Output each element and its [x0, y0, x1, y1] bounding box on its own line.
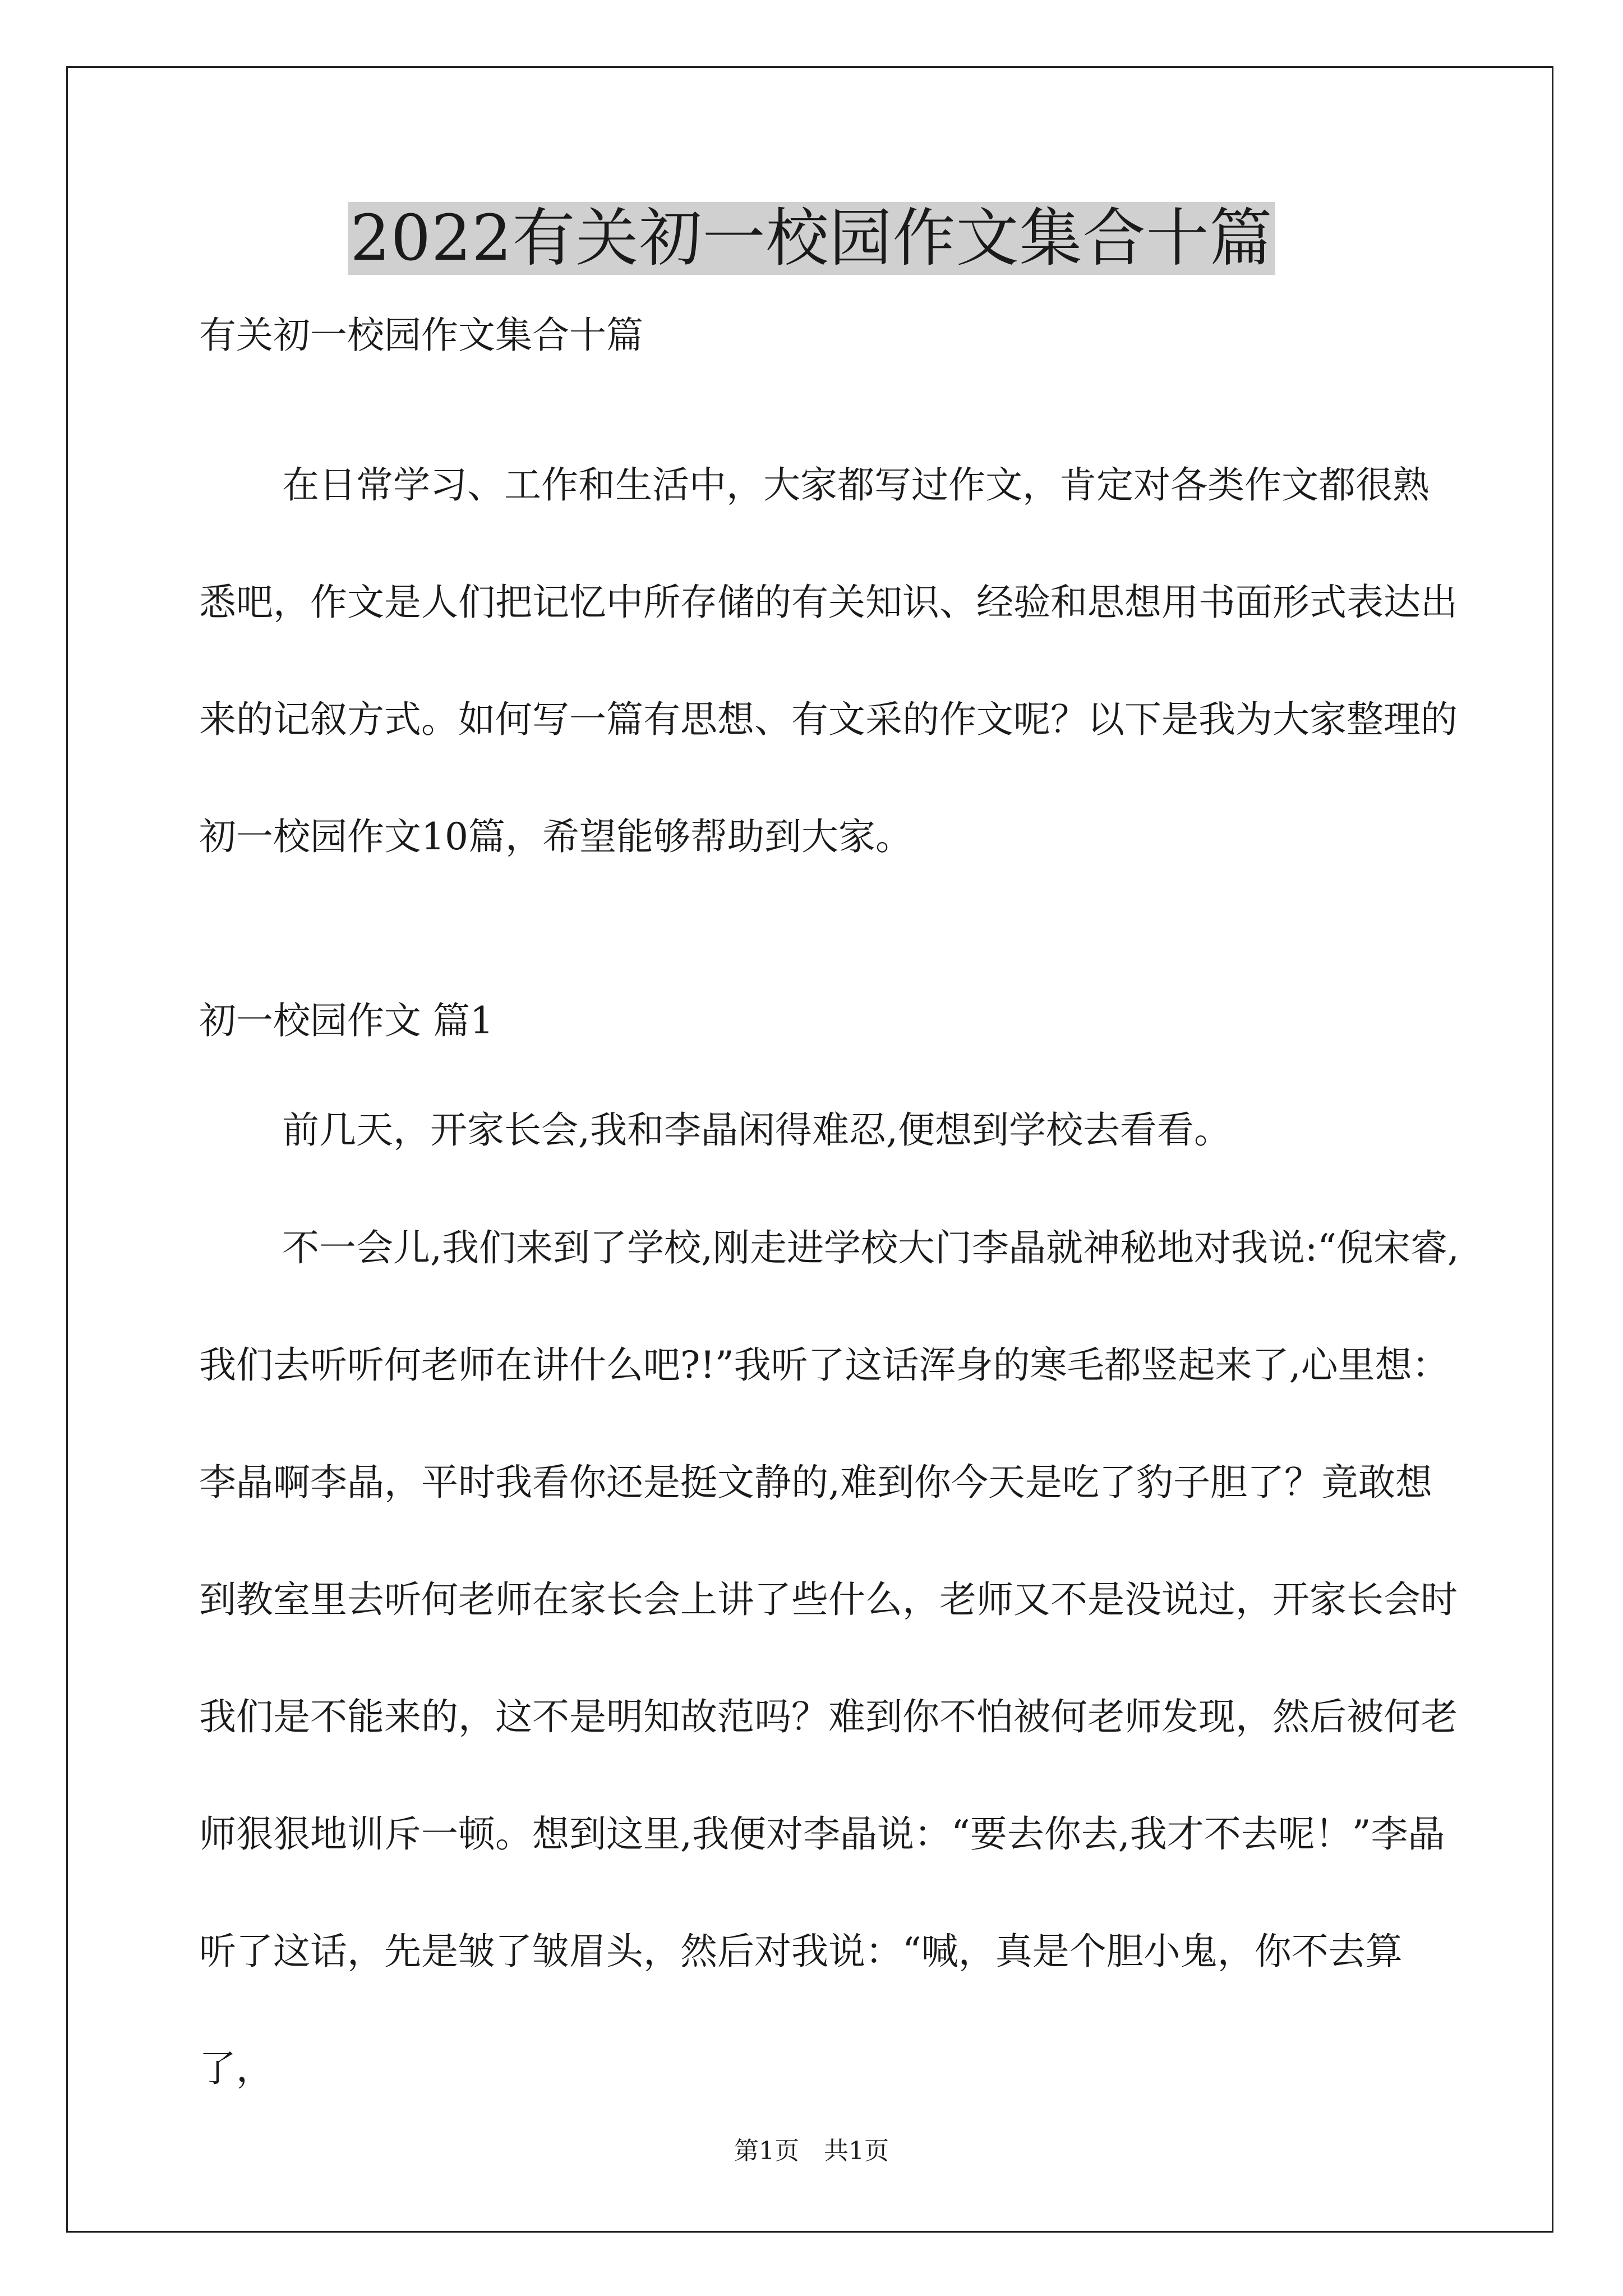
document-title-text: 2022有关初一校园作文集合十篇 [348, 202, 1275, 275]
section-paragraph: 前几天，开家长会,我和李晶闲得难忍,便想到学校去看看。 [282, 1108, 1231, 1152]
document-title [0, 199, 1623, 278]
page-number-footer: 第1页 共1页 [734, 2137, 889, 2165]
document-subtitle: 有关初一校园作文集合十篇 [199, 314, 643, 357]
section-paragraph: 不一会儿,我们来到了学校,刚走进学校大门李晶就神秘地对我说:“倪宋睿,我们去听听何老师在讲什么吧?!”我听了这话浑身的寒毛都竖起来了,心里想：李晶啊李晶，平时我看你还是挺文静的,难到你今天是吃了豹子胆了？竟敢想到教室里去听何老师在家长会上讲了些什么，老师又不是没说过，开家长会时我们是不能来的，这不是明知故范吗？难到你不怕被何老师发现，然后被何老师狠狠地训斥一顿。想到这里,我便对李晶说：“要去你去,我才不去呢！”李晶听了这话，先是皱了皱眉头，然后对我说：“喊，真是个胆小鬼，你不去算了， [199, 1226, 1459, 2090]
intro-paragraph: 在日常学习、工作和生活中，大家都写过作文，肯定对各类作文都很熟悉吧，作文是人们把记忆中所存储的有关知识、经验和思想用书面形式表达出来的记叙方式。如何写一篇有思想、有文采的作文呢？以下是我为大家整理的初一校园作文10篇，希望能够帮助到大家。 [199, 463, 1458, 858]
section-heading: 初一校园作文 篇1 [199, 999, 494, 1042]
